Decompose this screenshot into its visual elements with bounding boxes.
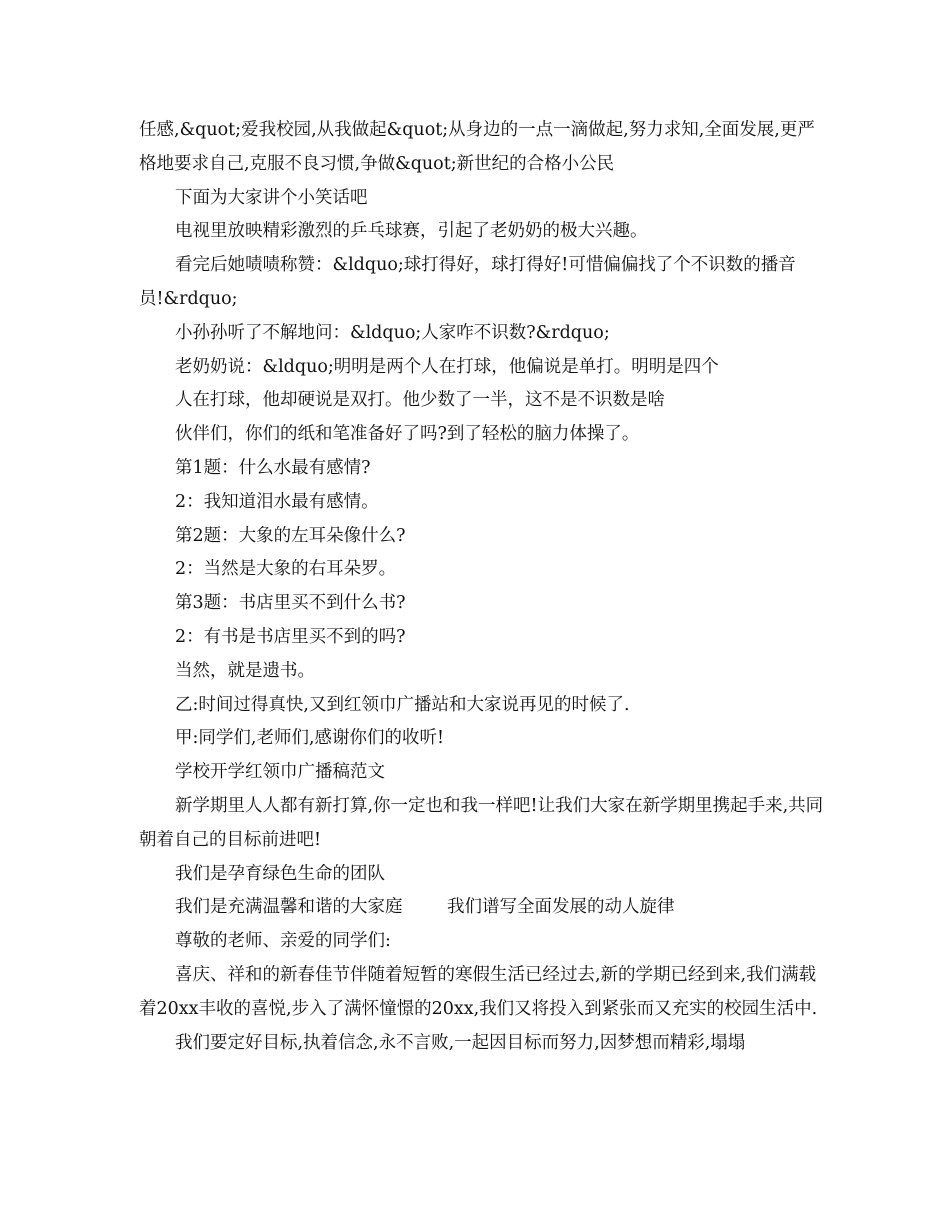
- paragraph-quiz-answer: 当然，就是遗书。: [175, 660, 315, 681]
- section-title: 学校开学红领巾广播稿范文: [175, 762, 385, 783]
- paragraph-quiz-intro: 伙伴们，你们的纸和笔准备好了吗?到了轻松的脑力体操了。: [175, 424, 640, 445]
- paragraph-quiz-q2: 第2题：大象的左耳朵像什么?: [175, 525, 406, 546]
- paragraph-goals: 我们要定好目标,执着信念,永不言败,一起因目标而努力,因梦想而精彩,塌塌: [175, 1032, 746, 1053]
- paragraph-quiz-a2: 2：当然是大象的右耳朵罗。: [175, 559, 397, 580]
- paragraph-quiz-q3: 第3题：书店里买不到什么书?: [175, 593, 406, 614]
- paragraph-closing-jia: 甲:同学们,老师们,感谢你们的收听!: [175, 728, 445, 749]
- paragraph-joke-line-1: 电视里放映精彩激烈的乒乓球赛，引起了老奶奶的极大兴趣。: [175, 221, 648, 242]
- paragraph-joke-line-3: 小孙孙听了不解地问：&ldquo;人家咋不识数?&rdquo;: [175, 322, 610, 343]
- paragraph-new-term: 喜庆、祥和的新春佳节伴随着短暂的寒假生活已经过去,新的学期已经到来,我们满载着20xx丰收的喜悦,步入了满怀憧憬的20xx,我们又将投入到紧张而又充实的校园生活中.: [139, 964, 818, 1019]
- paragraph-quiz-a1: 2：我知道泪水最有感情。: [175, 491, 379, 512]
- paragraph-closing-yi: 乙:时间过得真快,又到红领巾广播站和大家说再见的时候了.: [175, 694, 630, 715]
- paragraph-quiz-a3: 2：有书是书店里买不到的吗?: [175, 626, 406, 647]
- paragraph-joke-line-4: 老奶奶说：&ldquo;明明是两个人在打球，他偏说是单打。明明是四个: [175, 356, 719, 377]
- document-body: [139, 114, 829, 1060]
- paragraph-new-semester: 新学期里人人都有新打算,你一定也和我一样吧!让我们大家在新学期里携起手来,共同朝着自己的目标前进吧!: [139, 795, 824, 850]
- paragraph-team-line-2: 我们是充满温馨和谐的大家庭 我们谱写全面发展的动人旋律: [175, 897, 675, 918]
- paragraph-quiz-q1: 第1题：什么水最有感情?: [175, 457, 371, 478]
- paragraph-continuation: 任感,&quot;爱我校园,从我做起&quot;从身边的一点一滴做起,努力求知,全面发展,更严格地要求自己,克服不良习惯,争做&quot;新世纪的合格小公民: [139, 120, 815, 174]
- paragraph-team-line-1: 我们是孕育绿色生命的团队: [175, 863, 385, 884]
- paragraph-joke-line-5: 人在打球，他却硬说是双打。他少数了一半，这不是不识数是啥: [175, 390, 665, 411]
- paragraph-joke-intro: 下面为大家讲个小笑话吧: [175, 187, 368, 208]
- paragraph-greeting: 尊敬的老师、亲爱的同学们:: [175, 931, 391, 952]
- paragraph-joke-line-2: 看完后她啧啧称赞：&ldquo;球打得好，球打得好!可惜偏偏找了个不识数的播音员!&rdquo;: [139, 255, 796, 309]
